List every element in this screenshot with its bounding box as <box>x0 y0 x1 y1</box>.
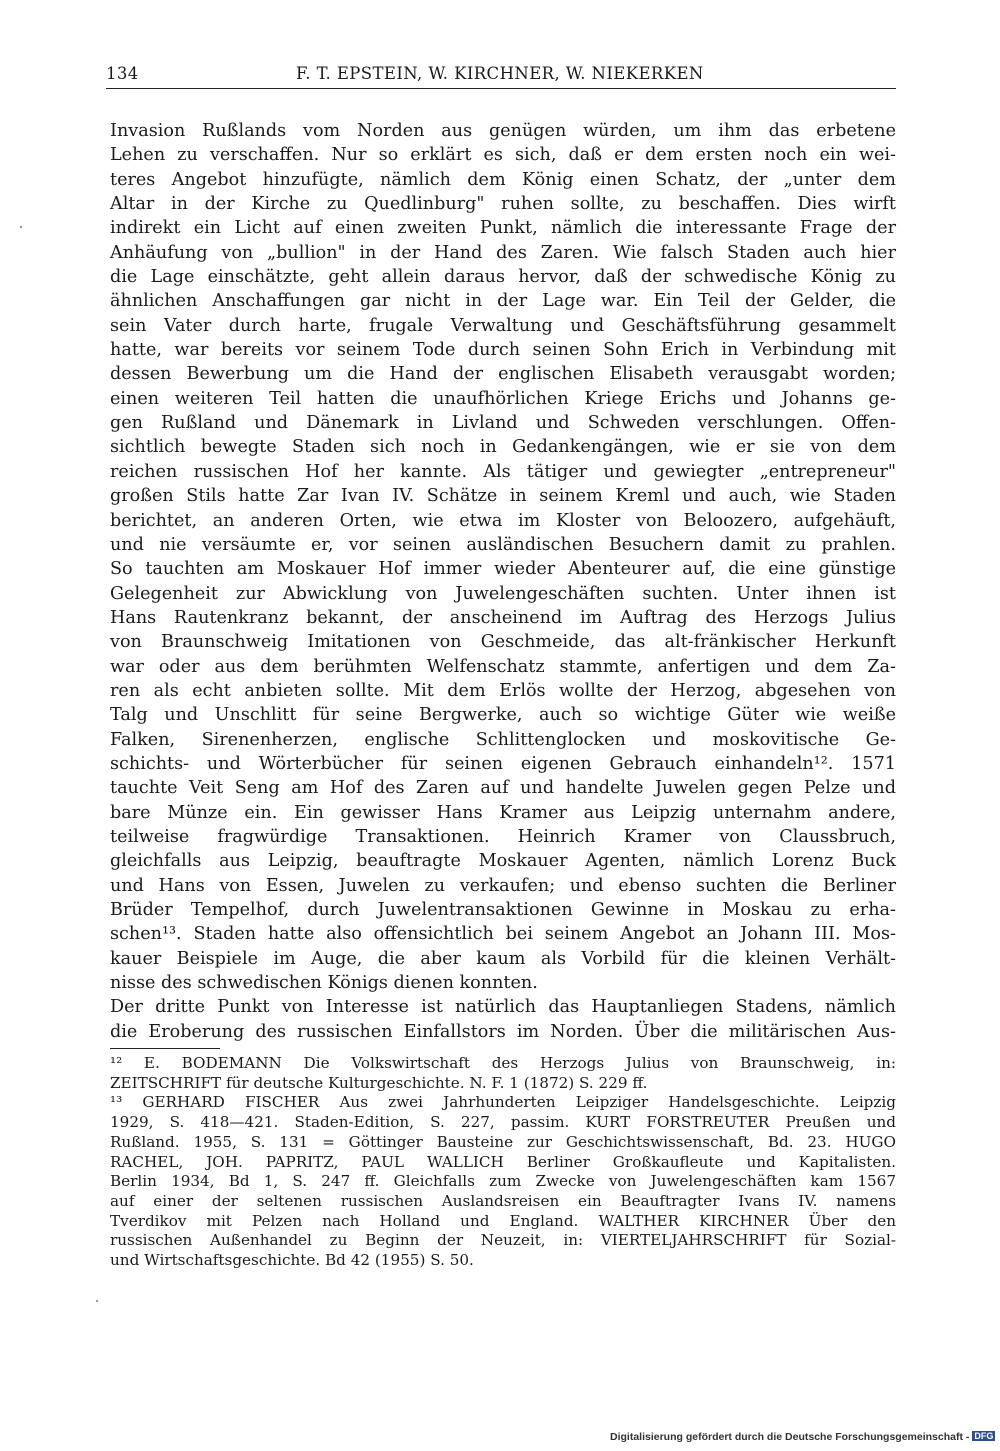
footnote-line: Tverdikov mit Pelzen nach Holland und England. WALTHER KIRCHNER Über den <box>110 1211 896 1230</box>
body-line: Talg und Unschlitt für seine Bergwerke, auch so wichtige Güter wie weiße <box>110 705 896 726</box>
body-line: gen Rußland und Dänemark in Livland und Schweden verschlungen. Offen- <box>110 413 896 434</box>
digitization-credit <box>610 1431 995 1443</box>
credit-text: Digitalisierung gefördert durch die Deutsche Forschungsgemeinschaft - <box>610 1431 970 1443</box>
footnote-line: und Wirtschaftsgeschichte. Bd 42 (1955) S. 50. <box>110 1251 474 1270</box>
body-line: schen¹³. Staden hatte also offensichtlich bei seinem Angebot an Johann III. Mos- <box>110 924 896 945</box>
body-line: teres Angebot hinzufügte, nämlich dem König einen Schatz, der „unter dem <box>110 169 896 190</box>
dfg-logo: DFG <box>974 1431 994 1441</box>
body-line: und Hans von Essen, Juwelen zu verkaufen; und ebenso suchten die Berliner <box>110 875 896 896</box>
footnote-line: ¹³ GERHARD FISCHER Aus zwei Jahrhunderten Leipziger Handelsgeschichte. Leipzig <box>110 1093 896 1112</box>
footnote-line: russischen Außenhandel zu Beginn der Neuzeit, in: VIERTELJAHRSCHRIFT für Sozial- <box>110 1231 896 1250</box>
footnote-line: ZEITSCHRIFT für deutsche Kulturgeschichte. N. F. 1 (1872) S. 229 ff. <box>110 1073 648 1092</box>
body-line: sichtlich bewegte Staden sich noch in Gedankengängen, wie er sie von dem <box>110 437 896 458</box>
body-line: Hans Rautenkranz bekannt, der anscheinend im Auftrag des Herzogs Julius <box>110 607 896 628</box>
scan-speck <box>96 1300 98 1302</box>
body-line: indirekt ein Licht auf einen zweiten Punkt, nämlich die interessante Frage der <box>110 218 896 239</box>
body-line: die Lage einschätzte, geht allein daraus hervor, daß der schwedische König zu <box>110 267 896 288</box>
body-line: dessen Bewerbung um die Hand der englischen Elisabeth verausgabt worden; <box>110 364 896 385</box>
scan-speck <box>20 226 22 228</box>
footnote-rule <box>110 1048 220 1049</box>
body-line: bare Münze ein. Ein gewisser Hans Kramer aus Leipzig unternahm andere, <box>110 802 896 823</box>
body-line: von Braunschweig Imitationen von Geschmeide, das alt-fränkischer Herkunft <box>110 632 896 653</box>
body-line: großen Stils hatte Zar Ivan IV. Schätze in seinem Kreml und auch, wie Staden <box>110 486 896 507</box>
body-line: schichts- und Wörterbücher für seinen eigenen Gebrauch einhandeln¹². 1571 <box>110 753 896 774</box>
header-rule <box>106 88 896 89</box>
body-line: sein Vater durch harte, frugale Verwaltung und Geschäftsführung gesammelt <box>110 315 896 336</box>
body-line: ähnlichen Anschaffungen gar nicht in der Lage war. Ein Teil der Gelder, die <box>110 291 896 312</box>
body-line: Lehen zu verschaffen. Nur so erklärt es sich, daß er dem ersten noch ein wei- <box>110 145 896 166</box>
body-line: Gelegenheit zur Abwicklung von Juwelengeschäften suchten. Unter ihnen ist <box>110 583 896 604</box>
body-line: Anhäufung von „bullion" in der Hand des Zaren. Wie falsch Staden auch hier <box>110 242 896 263</box>
body-line: So tauchten am Moskauer Hof immer wieder Abenteurer auf, die eine günstige <box>110 559 896 580</box>
body-line: Brüder Tempelhof, durch Juwelentransaktionen Gewinne in Moskau zu erha- <box>110 900 896 920</box>
page-number: 134 <box>106 64 139 83</box>
footnote-line: Rußland. 1955, S. 131 = Göttinger Bausteine zur Geschichtswissenschaft, Bd. 23. HUGO <box>110 1132 896 1151</box>
body-line: Falken, Sirenenherzen, englische Schlittenglocken und moskovitische Ge- <box>110 729 896 750</box>
footnote-line: Berlin 1934, Bd 1, S. 247 ff. Gleichfalls zum Zwecke von Juwelengeschäften kam 1567 <box>110 1172 896 1191</box>
body-line: war oder aus dem berühmten Welfenschatz stammte, anfertigen und dem Za- <box>110 656 896 677</box>
body-line: reichen russischen Hof her kannte. Als tätiger und gewiegter „entrepreneur" <box>110 461 896 482</box>
running-head-authors: F. T. EPSTEIN, W. KIRCHNER, W. NIEKERKEN <box>296 64 704 83</box>
footnote-line: 1929, S. 418—421. Staden-Edition, S. 227, passim. KURT FORSTREUTER Preußen und <box>110 1113 896 1132</box>
footnote-line: ¹² E. BODEMANN Die Volkswirtschaft des Herzogs Julius von Braunschweig, in: <box>110 1054 896 1072</box>
body-line: nisse des schwedischen Königs dienen konnten. <box>110 973 538 994</box>
body-line: ren als echt anbieten sollte. Mit dem Erlös wollte der Herzog, abgesehen von <box>110 680 896 701</box>
body-line: die Eroberung des russischen Einfallstors im Norden. Über die militärischen Aus- <box>110 1021 896 1042</box>
body-line: einen weiteren Teil hatten die unaufhörlichen Kriege Erichs und Johanns ge- <box>110 388 896 409</box>
body-line: und nie versäumte er, vor seinen ausländischen Besuchern damit zu prahlen. <box>110 534 896 555</box>
body-line: Der dritte Punkt von Interesse ist natürlich das Hauptanliegen Stadens, nämlich <box>110 997 896 1018</box>
body-line: teilweise fragwürdige Transaktionen. Heinrich Kramer von Claussbruch, <box>110 826 896 847</box>
body-line: Invasion Rußlands vom Norden aus genügen würden, um ihm das erbetene <box>110 121 896 141</box>
footnotes <box>110 1054 896 1271</box>
body-line: kauer Beispiele im Auge, die aber kaum als Vorbild für die kleinen Verhält- <box>110 948 896 969</box>
body-line: Altar in der Kirche zu Quedlinburg" ruhen sollte, zu beschaffen. Dies wirft <box>110 194 896 215</box>
body-text <box>110 119 896 1044</box>
body-line: gleichfalls aus Leipzig, beauftragte Moskauer Agenten, nämlich Lorenz Buck <box>110 851 896 872</box>
footnote-line: auf einer der seltenen russischen Auslandsreisen ein Beauftragter Ivans IV. namens <box>110 1191 896 1210</box>
body-line: berichtet, an anderen Orten, wie etwa im Kloster von Beloozero, aufgehäuft, <box>110 510 896 531</box>
footnote-line: RACHEL, JOH. PAPRITZ, PAUL WALLICH Berliner Großkaufleute und Kapitalisten. <box>110 1152 896 1171</box>
body-line: tauchte Veit Seng am Hof des Zaren auf und handelte Juwelen gegen Pelze und <box>110 778 896 799</box>
body-line: hatte, war bereits vor seinem Tode durch seinen Sohn Erich in Verbindung mit <box>110 340 896 361</box>
